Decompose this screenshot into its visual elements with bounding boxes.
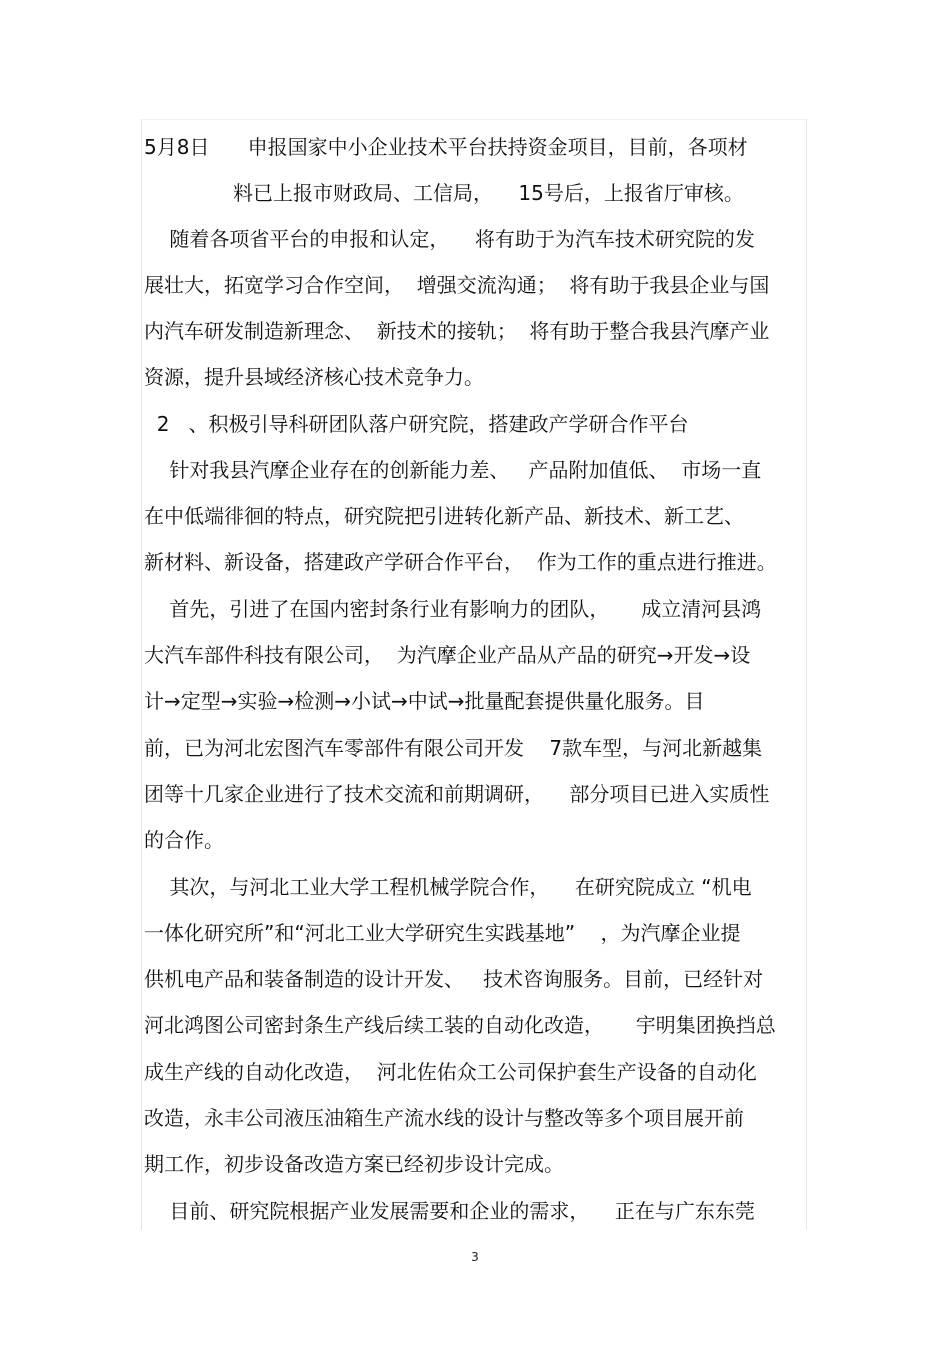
text-line: 一体化研究所”和“河北工业大学研究生实践基地” ，为汽摩企业提 (144, 921, 741, 945)
text-line: 期工作，初步设备改造方案已经初步设计完成。 (144, 1152, 564, 1176)
text-line: 河北鸿图公司密封条生产线后续工装的自动化改造， 宇明集团换挡总 (144, 1013, 776, 1037)
text-line: 新材料、新设备，搭建政产学研合作平台， 作为工作的重点进行推进。 (144, 550, 777, 574)
text-line: 其次，与河北工业大学工程机械学院合作， 在研究院成立 “机电 (144, 875, 752, 899)
text-line: 成生产线的自动化改造， 河北佐佑众工公司保护套生产设备的自动化 (144, 1060, 757, 1084)
page-number: 3 (471, 1250, 479, 1264)
text-line: 大汽车部件科技有限公司， 为汽摩企业产品从产品的研究→开发→设 (144, 643, 751, 667)
text-line: 供机电产品和装备制造的设计开发、 技术咨询服务。目前，已经针对 (144, 967, 764, 991)
text-line: 5月8日 申报国家中小企业技术平台扶持资金项目，目前，各项材 (144, 135, 748, 159)
text-line: 内汽车研发制造新理念、 新技术的接轨； 将有助于整合我县汽摩产业 (144, 319, 770, 343)
text-line: 的合作。 (144, 828, 224, 852)
text-line: 目前、研究院根据产业发展需要和企业的需求， 正在与广东东莞 (144, 1199, 755, 1223)
text-line: 计→定型→实验→检测→小试→中试→批量配套提供量化服务。目 (144, 689, 705, 713)
text-line: 首先，引进了在国内密封条行业有影响力的团队， 成立清河县鸿 (144, 597, 762, 621)
section-heading: 2 、积极引导科研团队落户研究院，搭建政产学研合作平台 (144, 412, 689, 436)
text-line: 展壮大，拓宽学习合作空间， 增强交流沟通； 将有助于我县企业与国 (144, 273, 770, 297)
text-line: 料已上报市财政局、工信局， 15号后，上报省厅审核。 (144, 181, 744, 205)
text-line: 在中低端徘徊的特点，研究院把引进转化新产品、新技术、新工艺、 (144, 504, 744, 528)
text-line: 改造，永丰公司液压油箱生产流水线的设计与整改等多个项目展开前 (144, 1106, 744, 1130)
text-line: 随着各项省平台的申报和认定， 将有助于为汽车技术研究院的发 (144, 227, 755, 251)
text-line: 团等十几家企业进行了技术交流和前期调研， 部分项目已进入实质性 (144, 782, 770, 806)
text-line: 前，已为河北宏图汽车零部件有限公司开发 7款车型，与河北新越集 (144, 736, 763, 760)
text-line: 资源，提升县域经济核心技术竞争力。 (144, 365, 484, 389)
text-line: 针对我县汽摩企业存在的创新能力差、 产品附加值低、 市场一直 (144, 458, 762, 482)
